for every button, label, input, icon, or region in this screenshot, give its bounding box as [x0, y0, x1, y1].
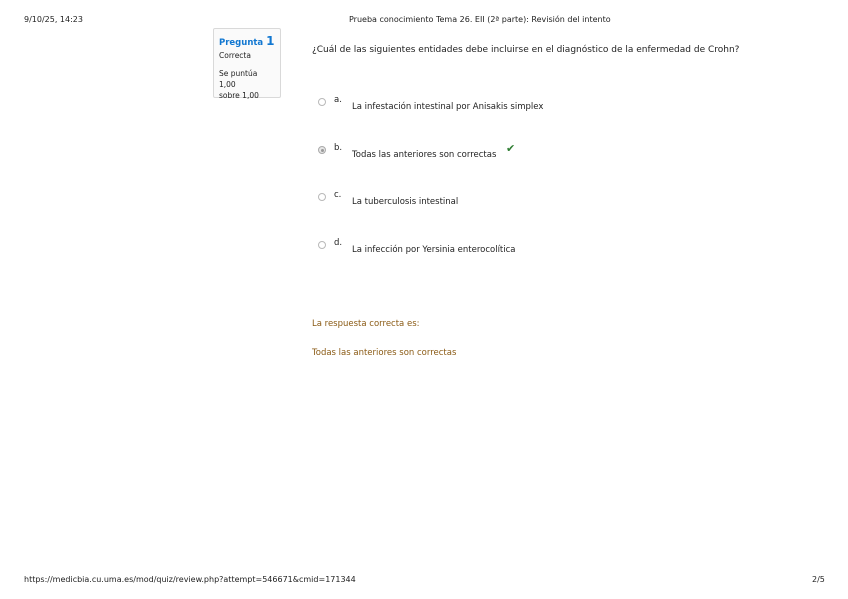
check-icon: ✔	[506, 142, 516, 155]
option-text: Todas las anteriores son correctas	[352, 150, 497, 160]
option-letter: a.	[334, 95, 342, 105]
option-letter: b.	[334, 143, 343, 153]
grade-line-2: sobre 1,00	[219, 91, 259, 100]
radio-option-d[interactable]	[318, 241, 326, 249]
question-number: 1	[266, 34, 275, 48]
correct-answer-text: Todas las anteriores son correctas	[312, 348, 457, 358]
option-text: La tuberculosis intestinal	[352, 197, 459, 207]
print-date: 9/10/25, 14:23	[24, 15, 83, 24]
option-letter: d.	[334, 238, 343, 248]
radio-option-b[interactable]	[318, 146, 326, 154]
print-title: Prueba conocimiento Tema 26. EII (2ª parte): Revisión del intento	[349, 15, 611, 24]
question-label-text: Pregunta	[219, 38, 264, 48]
radio-option-c[interactable]	[318, 193, 326, 201]
question-info-box	[213, 28, 281, 98]
option-letter: c.	[334, 190, 342, 200]
print-url: https://medicbia.cu.uma.es/mod/quiz/review.php?attempt=546671&cmid=171344	[24, 575, 356, 584]
question-grade	[219, 68, 275, 101]
question-state: Correcta	[219, 51, 251, 60]
correct-answer-heading: La respuesta correcta es:	[312, 319, 420, 329]
grade-line-1: Se puntúa 1,00	[219, 69, 258, 89]
question-label	[219, 35, 275, 49]
option-text: La infestación intestinal por Anisakis simplex	[352, 102, 544, 112]
radio-option-a[interactable]	[318, 98, 326, 106]
option-text: La infección por Yersinia enterocolítica	[352, 245, 516, 255]
question-text: ¿Cuál de las siguientes entidades debe incluirse en el diagnóstico de la enfermedad de Crohn?	[312, 45, 740, 55]
page-number: 2/5	[812, 575, 825, 584]
